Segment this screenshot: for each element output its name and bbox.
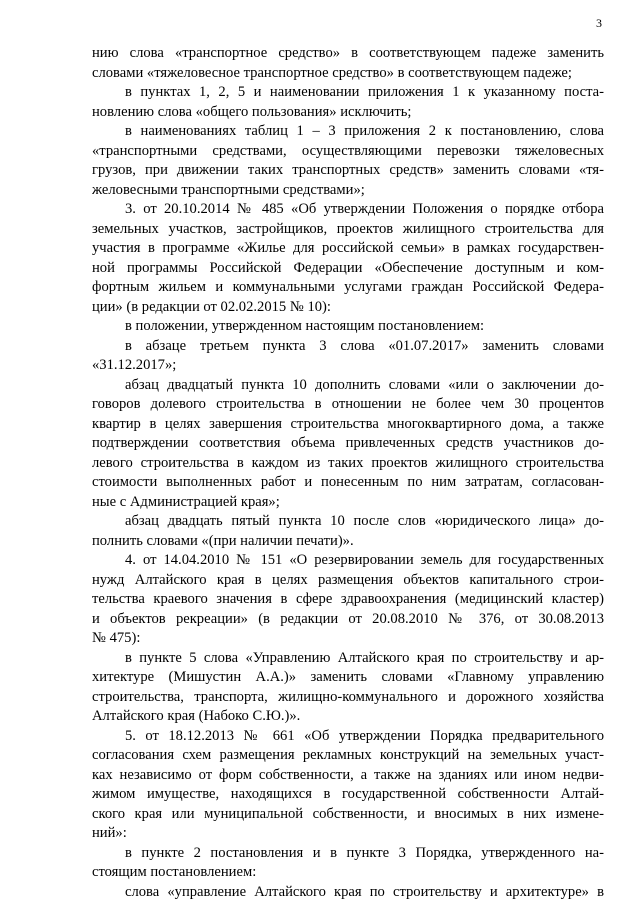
text-line: фортным жильем и коммунальными услугами граждан Российской Федера- [92, 279, 604, 295]
text-line: абзац двадцать пятый пункта 10 после слов «юридического лица» до- [125, 513, 604, 529]
text-line: участия в программе «Жилье для российской семьи» в рамках государствен- [92, 240, 604, 256]
text-line: слова «управление Алтайского края по строительству и архитектуре» в [125, 883, 604, 900]
text-line: хитектуре (Мишустин А.А.)» заменить словами «Главному управлению [92, 669, 604, 685]
text-line: тельства краевого значения в сфере здравоохранения (медицинский кластер) [92, 591, 604, 607]
document-body [92, 44, 604, 902]
text-line: в абзаце третьем пункта 3 слова «01.07.2017» заменить словами [125, 337, 604, 354]
text-line: стоящим постановлением: [92, 864, 257, 880]
text-line: «транспортными средствами, осуществляющими перевозки тяжеловесных [92, 142, 604, 159]
text-line: подтверждении соответствия объема привлеченных средств участников до- [92, 435, 604, 451]
text-line: и объектов рекреации» (в редакции от 20.08.2010 № 376, от 30.08.2013 [92, 610, 604, 627]
text-line: Алтайского края (Набоко С.Ю.)». [92, 708, 301, 724]
text-line: квартир в целях завершения строительства многоквартирного дома, а также [92, 415, 604, 432]
text-line: ний»: [92, 825, 127, 841]
text-line: 5. от 18.12.2013 № 661 «Об утверждении Порядка предварительного [125, 727, 604, 744]
text-line: нужд Алтайского края в целях размещения объектов капитального строи- [92, 571, 604, 588]
text-line: грузов, при движении таких транспортных средств» заменить словами «тя- [92, 162, 604, 178]
text-line: земельных участков, застройщиков, проектов жилищного строительства для [92, 220, 604, 237]
text-line: 4. от 14.04.2010 № 151 «О резервировании земель для государственных [125, 552, 604, 568]
text-line: нию слова «транспортное средство» в соответствующем падеже заменить [92, 45, 604, 61]
text-line: желовесными транспортными средствами»; [92, 181, 365, 198]
text-line: в пункте 2 постановления и в пункте 3 Порядка, утвержденного на- [125, 844, 604, 861]
text-line: стоимости выполненных работ и понесенным по ним затратам, согласован- [92, 474, 604, 490]
text-line: абзац двадцатый пункта 10 дополнить словами «или о заключении до- [125, 376, 604, 393]
text-line: № 475): [92, 630, 141, 646]
text-line: новлению слова «общего пользования» исключить; [92, 103, 412, 120]
text-line: согласования схем размещения рекламных конструкций на земельных участ- [92, 747, 604, 763]
page-number: 3 [596, 16, 602, 30]
text-line: ках независимо от форм собственности, а также на зданиях или ином недви- [92, 766, 604, 783]
text-line: словами «тяжеловесное транспортное средство» в соответствующем падеже; [92, 64, 572, 81]
text-line: в положении, утвержденном настоящим постановлением: [125, 318, 485, 334]
text-line: 3. от 20.10.2014 № 485 «Об утверждении Положения о порядке отбора [125, 201, 604, 217]
text-line: левого строительства в каждом из таких проектов жилищного строительства [92, 454, 604, 471]
text-line: в пункте 5 слова «Управлению Алтайского края по строительству и ар- [125, 649, 604, 666]
text-line: в пунктах 1, 2, 5 и наименовании приложения 1 к указанному поста- [125, 84, 604, 100]
text-line: «31.12.2017»; [92, 357, 177, 373]
text-line: в наименованиях таблиц 1 – 3 приложения 2 к постановлению, слова [125, 123, 604, 139]
text-line: строительства, транспорта, жилищно-коммунального и дорожного хозяйства [92, 688, 604, 705]
text-line: говоров долевого строительства в отношении не более чем 30 процентов [92, 396, 604, 412]
text-line: полнить словами «(при наличии печати)». [92, 532, 354, 549]
text-line: ной программы Российской Федерации «Обеспечение доступным и ком- [92, 259, 604, 276]
text-line: жимом имуществе, находящихся в государственной собственности Алтай- [92, 786, 604, 802]
text-line: ции» (в редакции от 02.02.2015 № 10): [92, 298, 331, 315]
text-line: ные с Администрацией края»; [92, 493, 280, 510]
text-line: ского края или муниципальной собственности, и вносимых в них измене- [92, 805, 604, 822]
